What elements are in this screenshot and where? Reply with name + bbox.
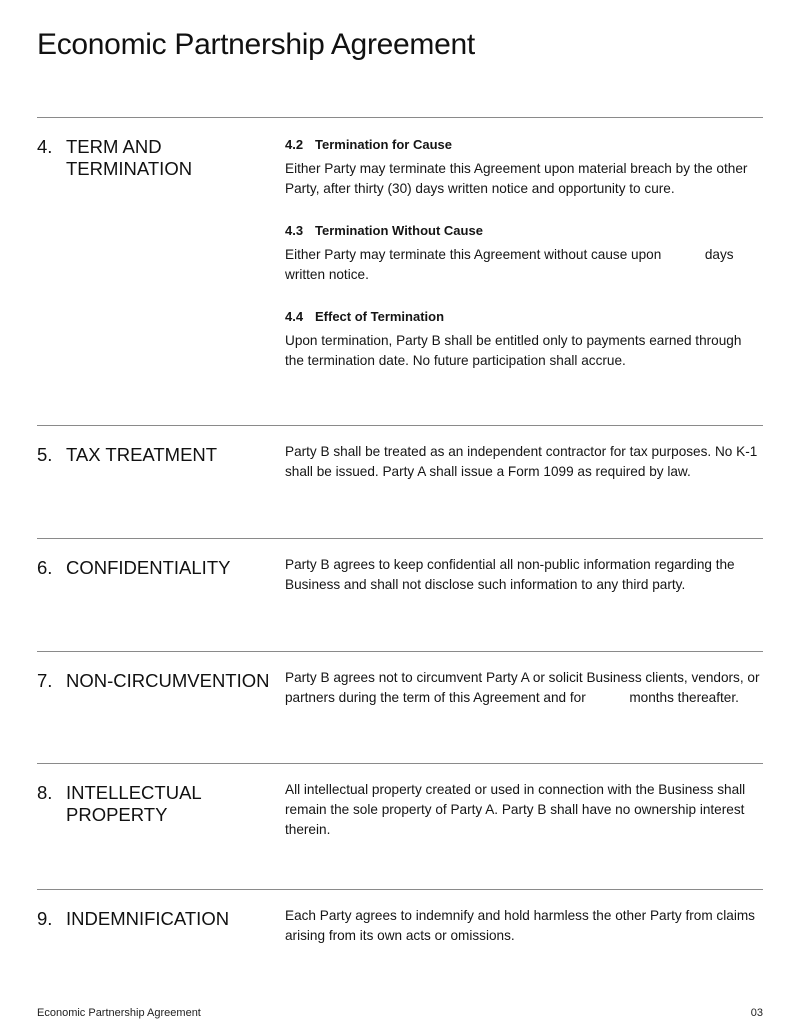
section-title: INDEMNIFICATION [66,908,230,929]
subsection-title: Effect of Termination [315,309,445,324]
section-number: 8. [37,782,53,803]
section-body [285,668,763,708]
subsection-title: Termination for Cause [315,137,453,152]
footer-document-title: Economic Partnership Agreement [37,1007,201,1019]
section-number: 9. [37,908,53,929]
section-heading [37,557,277,579]
text-after-blank: days written notice. [285,247,734,282]
section-number: 6. [37,557,53,578]
section-heading [37,782,277,826]
section-indemnification [37,889,763,990]
section-body: Party B shall be treated as an independent contractor for tax purposes. No K-1 shall be issued. Party A shall issue a Form 1099 as required by law. [285,444,758,479]
section-title: INTELLECTUAL PROPERTY [66,782,202,825]
section-tax-treatment [37,425,763,538]
section-confidentiality [37,538,763,651]
section-body: Party B agrees to keep confidential all non-public information regarding the Business and shall not disclose such information to any third party. [285,557,735,592]
subsection-termination-without-cause [285,221,763,285]
section-number: 4. [37,136,53,157]
subsection-text [285,245,763,285]
text-before-blank: Party B agrees not to circumvent Party A or solicit Business clients, vendors, or partners during the term of this Agreement and for [285,670,760,705]
subsection-text: Upon termination, Party B shall be entitled only to payments earned through the termination date. No future participation shall accrue. [285,333,742,368]
section-number: 7. [37,670,53,691]
subsection-title: Termination Without Cause [315,223,483,238]
section-body: Each Party agrees to indemnify and hold harmless the other Party from claims arising from its own acts or omissions. [285,908,755,943]
subsection-number: 4.4 [285,309,304,324]
section-intellectual-property [37,763,763,890]
section-term-and-termination [37,117,763,426]
section-non-circumvention [37,651,763,764]
section-body: All intellectual property created or used in connection with the Business shall remain the sole property of Party A. Party B shall have no ownership interest therein. [285,782,746,837]
page-number: 03 [750,1007,763,1019]
subsection-termination-for-cause [285,135,763,199]
subsection-heading [285,307,763,327]
section-body [285,135,763,371]
subsection-heading [285,221,763,241]
section-heading [37,908,277,930]
subsection-heading [285,135,763,155]
text-before-blank: Either Party may terminate this Agreement without cause upon [285,247,662,262]
page-footer [37,1007,763,1019]
subsection-effect-of-termination [285,307,763,371]
subsection-text: Either Party may terminate this Agreement upon material breach by the other Party, after thirty (30) days written notice and opportunity to cure. [285,161,748,196]
page-title: Economic Partnership Agreement [37,28,475,61]
section-title: NON-CIRCUMVENTION [66,670,270,691]
subsection-number: 4.2 [285,137,304,152]
section-heading [37,670,277,692]
section-heading [37,136,277,180]
section-title: TERM AND TERMINATION [66,136,193,179]
section-heading [37,444,277,466]
section-title: CONFIDENTIALITY [66,557,231,578]
subsection-number: 4.3 [285,223,304,238]
section-title: TAX TREATMENT [66,444,218,465]
section-number: 5. [37,444,53,465]
text-after-blank: months thereafter. [629,690,739,705]
